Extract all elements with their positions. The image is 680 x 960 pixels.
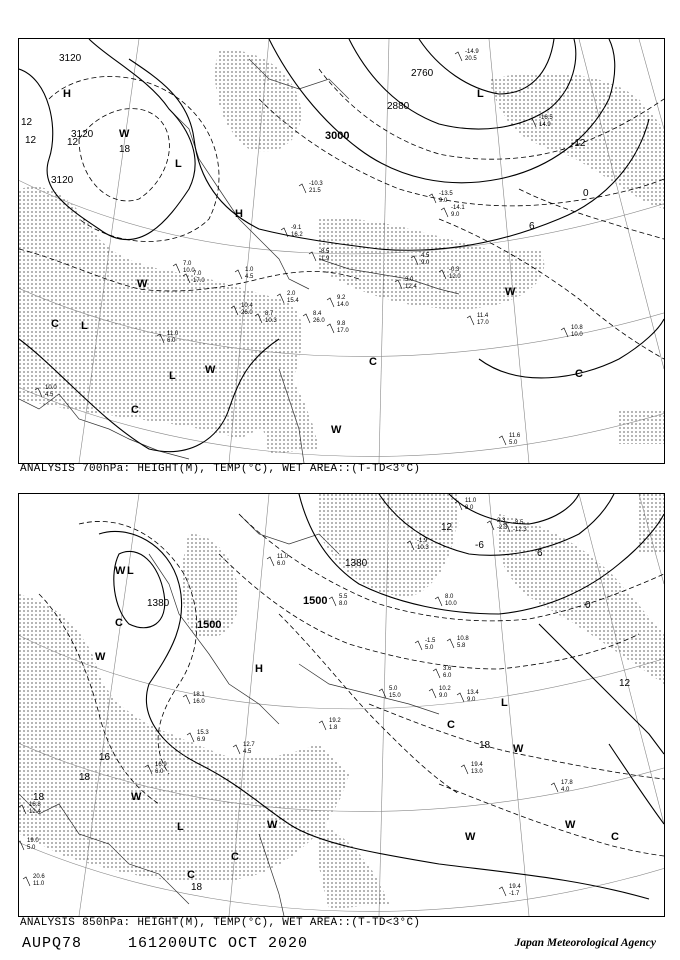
- station-temp: 16.9: [155, 762, 167, 768]
- station-dewpoint-depression: 6.0: [443, 673, 452, 679]
- wind-barb: [319, 721, 326, 730]
- system-h: H: [235, 208, 243, 220]
- station-temp: 8.0: [445, 594, 454, 600]
- station-dewpoint-depression: 20.5: [465, 56, 477, 62]
- wind-barb: [441, 208, 448, 217]
- station-dewpoint-depression: -1.9: [319, 256, 330, 262]
- station-dewpoint-depression: 6.0: [155, 769, 164, 775]
- station-dewpoint-depression: 5.0: [425, 645, 434, 651]
- station-dewpoint-depression: 5.0: [27, 845, 36, 851]
- system-w: W: [331, 424, 342, 436]
- system-c: C: [447, 719, 455, 731]
- wind-barb: [455, 52, 462, 61]
- station-temp: -8.5: [513, 520, 524, 526]
- system-l: L: [169, 370, 176, 382]
- station-temp: -1.5: [425, 638, 436, 644]
- temp-label: 12: [619, 678, 631, 689]
- wind-barb: [457, 693, 464, 702]
- system-w: W: [119, 128, 130, 140]
- system-c: C: [51, 318, 59, 330]
- station-dewpoint-depression: 9.0: [439, 693, 448, 699]
- temp-label: 12: [67, 137, 79, 148]
- map-panel-850hpa: [18, 493, 665, 917]
- height-label: 1380: [147, 598, 170, 609]
- height-label: 1380: [345, 558, 368, 569]
- system-w: W: [565, 819, 576, 831]
- station-dewpoint-depression: 5.8: [457, 643, 466, 649]
- station-temp: 8.7: [265, 311, 274, 317]
- height-label: 3120: [59, 53, 82, 64]
- station-dewpoint-depression: 14.9: [539, 122, 551, 128]
- station-dewpoint-depression: 4.5: [245, 274, 254, 280]
- station-dewpoint-depression: 10.0: [445, 601, 457, 607]
- station-temp: 10.0: [45, 385, 57, 391]
- station-dewpoint-depression: 15.4: [287, 298, 299, 304]
- caption-700hpa: ANALYSIS 700hPa: HEIGHT(M), TEMP(°C), WET AREA::(T-TD<3°C): [20, 463, 421, 475]
- system-w: W: [95, 651, 106, 663]
- station-dewpoint-depression: 1.8: [329, 725, 338, 731]
- station-dewpoint-depression: 12.4: [405, 284, 417, 290]
- height-label: 2880: [387, 101, 410, 112]
- station-temp: 16.8: [29, 802, 41, 808]
- station-dewpoint-depression: 17.0: [477, 320, 489, 326]
- wet-area-shading: [19, 494, 664, 909]
- station-dewpoint-depression: -2.3: [497, 525, 508, 531]
- wind-barb: [327, 324, 334, 333]
- station-dewpoint-depression: 8.0: [465, 505, 474, 511]
- station-temp: 2.3: [497, 518, 506, 524]
- system-c: C: [575, 368, 583, 380]
- system-c: C: [611, 831, 619, 843]
- station-dewpoint-depression: 12.0: [449, 274, 461, 280]
- wind-barb: [19, 841, 24, 850]
- station-temp: -10.3: [309, 181, 323, 187]
- system-h: H: [255, 663, 263, 675]
- station-dewpoint-depression: 9.0: [451, 212, 460, 218]
- temp-label: 18: [479, 740, 491, 751]
- station-temp: 4.5: [421, 253, 430, 259]
- system-w: W: [131, 791, 142, 803]
- wind-barb: [433, 669, 440, 678]
- system-c: C: [231, 851, 239, 863]
- station-temp: 5.0: [389, 686, 398, 692]
- station-dewpoint-depression: 9.0: [467, 697, 476, 703]
- station-temp: 2.0: [287, 291, 296, 297]
- temp-label: 16: [99, 752, 111, 763]
- system-l: L: [175, 158, 182, 170]
- station-temp: 11.4: [477, 313, 489, 319]
- temp-label: -6: [475, 540, 484, 551]
- system-w: W: [505, 286, 516, 298]
- station-dewpoint-depression: 17.0: [337, 328, 349, 334]
- caption-850hpa: ANALYSIS 850hPa: HEIGHT(M), TEMP(°C), WET AREA::(T-TD<3°C): [20, 917, 421, 929]
- temp-label: 18: [33, 792, 45, 803]
- wet-area-shading: [19, 49, 664, 454]
- station-temp: 10.8: [571, 325, 583, 331]
- station-dewpoint-depression: 9.0: [421, 260, 430, 266]
- wind-barb: [561, 328, 568, 337]
- station-temp: -14.9: [465, 49, 479, 55]
- system-c: C: [131, 404, 139, 416]
- station-temp: 10.2: [439, 686, 451, 692]
- system-w: W: [267, 819, 278, 831]
- station-temp: 17.8: [561, 780, 573, 786]
- station-dewpoint-depression: 6.0: [277, 561, 286, 567]
- station-temp: 10.4: [241, 303, 253, 309]
- temp-label: 6: [529, 221, 535, 232]
- wind-barb: [499, 436, 506, 445]
- system-w: W: [115, 565, 126, 577]
- height-label: 1500: [303, 595, 328, 607]
- station-dewpoint-depression: 4.0: [561, 787, 570, 793]
- system-w: W: [205, 364, 216, 376]
- system-l: L: [501, 697, 508, 709]
- station-dewpoint-depression: 11.0: [33, 881, 45, 887]
- station-dewpoint-depression: 17.0: [193, 278, 205, 284]
- system-w: W: [513, 743, 524, 755]
- system-h: H: [63, 88, 71, 100]
- system-w: W: [465, 831, 476, 843]
- system-c: C: [115, 617, 123, 629]
- station-temp: 11.0: [277, 554, 289, 560]
- station-dewpoint-depression: 6.0: [167, 338, 176, 344]
- station-temp: 18.1: [193, 692, 205, 698]
- temp-label: 12: [21, 117, 33, 128]
- station-dewpoint-depression: 12.4: [29, 809, 41, 815]
- station-temp: 19.4: [471, 762, 483, 768]
- station-dewpoint-depression: 10.3: [265, 318, 277, 324]
- system-l: L: [177, 821, 184, 833]
- wind-barb: [329, 597, 336, 606]
- station-temp: 7.0: [183, 261, 192, 267]
- height-label: 3120: [71, 129, 94, 140]
- system-c: C: [369, 356, 377, 368]
- system-w: W: [137, 278, 148, 290]
- wind-barb: [429, 194, 436, 203]
- station-dewpoint-depression: 10.3: [417, 545, 429, 551]
- temp-label: 0: [583, 188, 589, 199]
- station-dewpoint-depression: 16.2: [291, 232, 303, 238]
- station-dewpoint-depression: 6.9: [197, 737, 206, 743]
- wind-barb: [183, 695, 190, 704]
- station-temp: 12.7: [243, 742, 255, 748]
- station-temp: -1.9: [417, 538, 428, 544]
- station-temp: -14.1: [451, 205, 465, 211]
- wind-barb: [23, 877, 30, 886]
- station-temp: 3.0: [405, 277, 414, 283]
- wind-barb: [235, 270, 242, 279]
- temp-label: 12: [441, 522, 453, 533]
- station-dewpoint-depression: 9.0: [439, 198, 448, 204]
- station-temp: -13.5: [439, 191, 453, 197]
- station-temp: -8.5: [319, 249, 330, 255]
- system-l: L: [127, 565, 134, 577]
- wind-barb: [447, 639, 454, 648]
- station-temp: 11.0: [167, 331, 179, 337]
- station-dewpoint-depression: 21.5: [309, 188, 321, 194]
- station-dewpoint-depression: 4.5: [45, 392, 54, 398]
- wind-barb: [551, 783, 558, 792]
- map-panel-700hpa: [18, 38, 665, 464]
- station-temp: 5.5: [339, 594, 348, 600]
- temp-label: 12: [25, 135, 37, 146]
- wind-barb: [303, 314, 310, 323]
- station-temp: 11.6: [509, 433, 521, 439]
- station-dewpoint-depression: 8.0: [339, 601, 348, 607]
- station-temp: 19.2: [329, 718, 341, 724]
- agency-name: Japan Meteorological Agency: [514, 937, 656, 949]
- wind-barb: [461, 765, 468, 774]
- station-temp: 19.0: [27, 838, 39, 844]
- station-temp: 20.6: [33, 874, 45, 880]
- wind-barb: [467, 316, 474, 325]
- station-temp: 9.8: [337, 321, 346, 327]
- temp-label: 18: [119, 144, 131, 155]
- station-temp: 9.2: [337, 295, 346, 301]
- wind-barb: [233, 745, 240, 754]
- station-temp: 8.4: [313, 311, 322, 317]
- temp-label: -12: [571, 138, 586, 149]
- station-dewpoint-depression: 15.0: [389, 693, 401, 699]
- height-label: 2760: [411, 68, 434, 79]
- wind-barb: [487, 521, 494, 530]
- station-temp: 3.6: [443, 666, 452, 672]
- wind-barb: [299, 184, 306, 193]
- map-700hpa-canvas: [19, 39, 664, 463]
- temperature-labels: [21, 117, 589, 232]
- station-temp: 13.4: [467, 690, 479, 696]
- station-dewpoint-depression: -12.3: [513, 527, 527, 533]
- station-dewpoint-depression: 26.0: [313, 318, 325, 324]
- wind-barb: [499, 887, 506, 896]
- temp-label: 6: [537, 548, 543, 559]
- station-temp: 11.0: [465, 498, 477, 504]
- wind-barb: [435, 597, 442, 606]
- station-temp: 7.0: [193, 271, 202, 277]
- wind-barb: [267, 557, 274, 566]
- wind-barb: [187, 733, 194, 742]
- temp-label: 18: [79, 772, 91, 783]
- station-dewpoint-depression: 13.0: [471, 769, 483, 775]
- system-c: C: [187, 869, 195, 881]
- temp-label: 18: [191, 882, 203, 893]
- height-label: 1500: [197, 619, 222, 631]
- wind-barb: [429, 689, 436, 698]
- chart-code: AUPQ78: [22, 935, 83, 952]
- map-850hpa-canvas: [19, 494, 664, 916]
- station-dewpoint-depression: 5.0: [509, 440, 518, 446]
- station-temp: 1.0: [245, 267, 254, 273]
- station-dewpoint-depression: 10.0: [571, 332, 583, 338]
- station-dewpoint-depression: 14.0: [337, 302, 349, 308]
- station-temp: 19.4: [509, 884, 521, 890]
- station-temp: -0.3: [449, 267, 460, 273]
- temp-label: 0: [585, 600, 591, 611]
- system-l: L: [477, 88, 484, 100]
- wind-barb: [327, 298, 334, 307]
- wind-barb: [415, 641, 422, 650]
- station-temp: 10.8: [457, 636, 469, 642]
- station-temp: -16.5: [539, 115, 553, 121]
- station-temp: -9.1: [291, 225, 302, 231]
- station-dewpoint-depression: -1.7: [509, 891, 520, 897]
- station-dewpoint-depression: 26.0: [241, 310, 253, 316]
- station-dewpoint-depression: 10.0: [183, 268, 195, 274]
- station-dewpoint-depression: 16.0: [193, 699, 205, 705]
- station-dewpoint-depression: 4.5: [243, 749, 252, 755]
- wind-barb: [173, 264, 180, 273]
- height-label: 3120: [51, 175, 74, 186]
- system-l: L: [81, 320, 88, 332]
- valid-time: 161200UTC OCT 2020: [128, 935, 309, 952]
- station-temp: 15.3: [197, 730, 209, 736]
- height-label: 3000: [325, 130, 350, 142]
